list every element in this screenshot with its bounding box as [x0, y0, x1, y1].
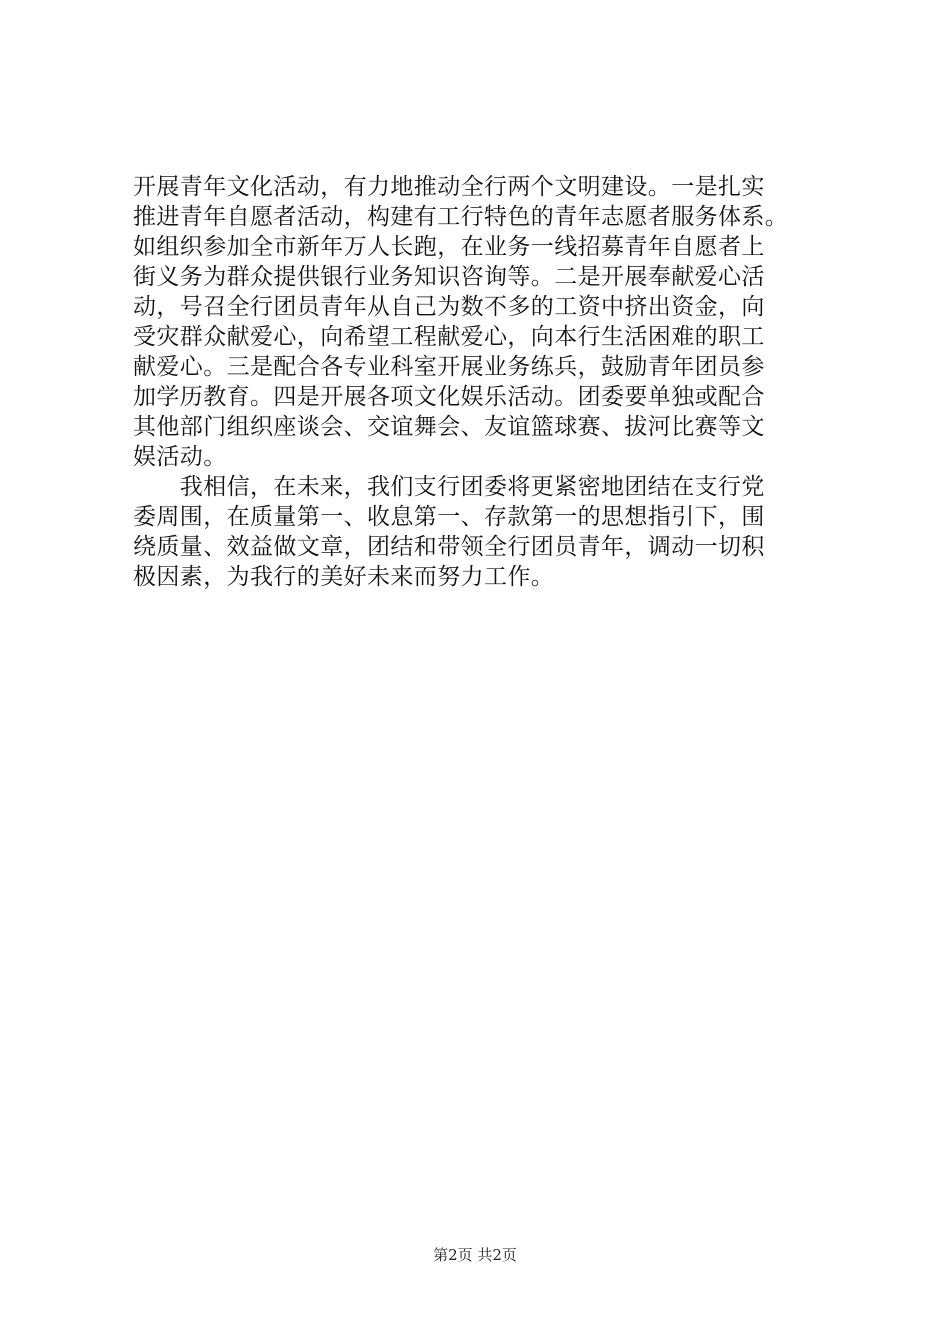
- text-line: 街义务为群众提供银行业务知识咨询等。二是开展奉献爱心活: [133, 264, 765, 290]
- text-line: 如组织参加全市新年万人长跑，在业务一线招募青年自愿者上: [133, 234, 765, 260]
- text-line: 开展青年文化活动，有力地推动全行两个文明建设。一是扎实: [133, 174, 765, 200]
- text-line: 献爱心。三是配合各专业科室开展业务练兵，鼓励青年团员参: [133, 354, 765, 380]
- text-line: 我相信，在未来，我们支行团委将更紧密地团结在支行党: [133, 474, 765, 500]
- text-line: 其他部门组织座谈会、交谊舞会、友谊篮球赛、拔河比赛等文: [133, 414, 765, 440]
- text-line: 委周围，在质量第一、收息第一、存款第一的思想指引下，围: [133, 504, 765, 530]
- text-line: 娱活动。: [133, 444, 227, 470]
- page-number-footer: 第2页 共2页: [433, 1246, 517, 1264]
- text-line: 动，号召全行团员青年从自己为数不多的工资中挤出资金，向: [133, 294, 765, 320]
- text-line: 加学历教育。四是开展各项文化娱乐活动。团委要单独或配合: [133, 384, 765, 410]
- body-text: [133, 172, 833, 592]
- text-line: 极因素，为我行的美好未来而努力工作。: [133, 564, 555, 590]
- text-line: 推进青年自愿者活动，构建有工行特色的青年志愿者服务体系。: [133, 204, 789, 230]
- text-line: 绕质量、效益做文章，团结和带领全行团员青年，调动一切积: [133, 534, 765, 560]
- text-line: 受灾群众献爱心，向希望工程献爱心，向本行生活困难的职工: [133, 324, 765, 350]
